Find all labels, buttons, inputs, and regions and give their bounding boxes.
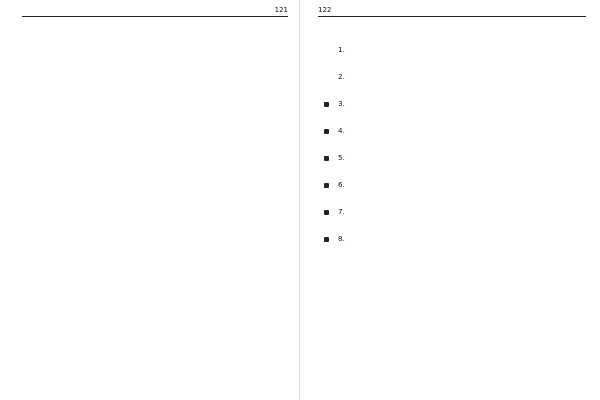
list-item: 6. — [318, 180, 586, 200]
numbered-list — [318, 45, 586, 254]
bullet-square-icon — [324, 183, 329, 188]
list-item: 1. — [338, 45, 345, 54]
list-item: 7. — [318, 207, 586, 227]
right-page-header — [318, 6, 586, 17]
left-paragraph-2 — [22, 62, 288, 92]
spine-gutter — [299, 0, 300, 400]
bullet-square-icon — [324, 102, 329, 107]
section-title — [320, 25, 586, 37]
left-paragraph-4 — [22, 168, 288, 263]
bullet-square-icon — [324, 129, 329, 134]
list-item: 4. — [318, 126, 586, 146]
right-page-number: 122 — [318, 6, 332, 14]
bullet-square-icon — [324, 210, 329, 215]
left-page-number: 121 — [274, 6, 288, 14]
left-paragraph-5 — [22, 270, 288, 300]
list-item: 3. — [318, 99, 586, 119]
left-paragraph-3 — [22, 99, 288, 161]
list-item: 2. — [338, 72, 345, 81]
list-item: 8. — [318, 234, 586, 254]
bullet-square-icon — [324, 156, 329, 161]
bullet-square-icon — [324, 237, 329, 242]
left-paragraph-1 — [22, 25, 288, 55]
list-item: 5. — [318, 153, 586, 173]
left-page-header — [22, 6, 288, 17]
right-page — [300, 0, 600, 400]
